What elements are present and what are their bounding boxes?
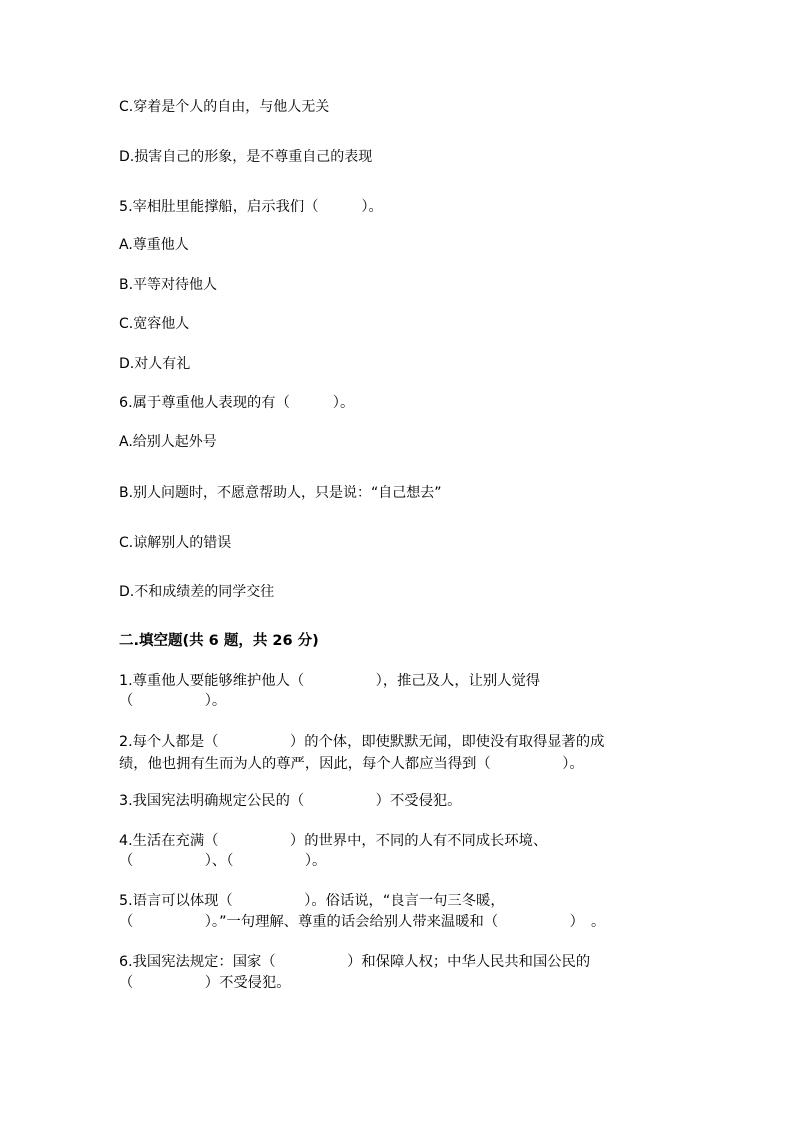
fill-question-6-line-2: （ ）不受侵犯。 [119,975,291,991]
q5-option-b: B.平等对待他人 [119,277,218,293]
q5-option-a: A.尊重他人 [119,237,189,253]
q6-option-c: C.谅解别人的错误 [119,535,232,551]
fill-question-6-line-1: 6.我国宪法规定：国家（ ）和保障人权；中华人民共和国公民的 [119,954,591,970]
q5-option-d: D.对人有礼 [119,356,191,372]
section-heading: 二.填空题(共 6 题，共 26 分) [119,633,319,649]
fill-question-2-line-2: 绩，他也拥有生而为人的尊严，因此，每个人都应当得到（ ）。 [119,756,584,772]
q6-option-a: A.给别人起外号 [119,434,217,450]
q5-question: 5.宰相肚里能撑船，启示我们（ ）。 [119,199,383,215]
fill-question-1-line-1: 1.尊重他人要能够维护他人（ ），推己及人，让别人觉得 [119,673,541,689]
q4-option-d: D.损害自己的形象，是不尊重自己的表现 [119,149,373,165]
fill-question-2-line-1: 2.每个人都是（ ）的个体，即使默默无闻，即使没有取得显著的成 [119,734,605,750]
q5-option-c: C.宽容他人 [119,316,190,332]
fill-question-3: 3.我国宪法明确规定公民的（ ）不受侵犯。 [119,793,462,809]
q4-option-c: C.穿着是个人的自由，与他人无关 [119,99,330,115]
fill-question-5-line-1: 5.语言可以体现（ ）。俗话说，“良言一句三冬暖， [119,893,505,909]
q6-option-d: D.不和成绩差的同学交往 [119,584,275,600]
q6-question: 6.属于尊重他人表现的有（ ）。 [119,395,355,411]
fill-question-1-line-2: （ ）。 [119,693,227,709]
q6-option-b: B.别人问题时，不愿意帮助人，只是说：“自己想去” [119,485,442,501]
fill-question-4-line-2: （ ）、（ ）。 [119,853,327,869]
fill-question-4-line-1: 4.生活在充满（ ）的世界中，不同的人有不同成长环境、 [119,833,548,849]
fill-question-5-line-2: （ ）。”一句理解、尊重的话会给别人带来温暖和（ ） 。 [119,914,606,930]
